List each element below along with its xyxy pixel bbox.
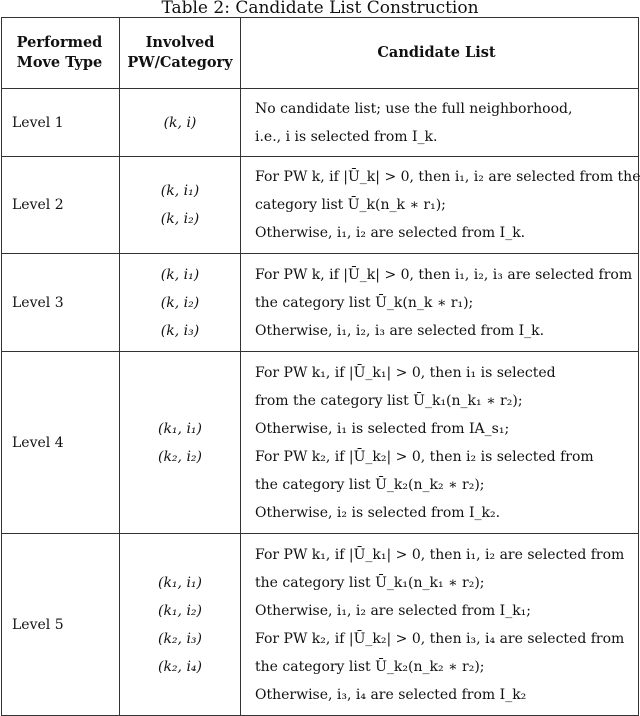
candidate-line: the category list Ū_k₂(n_k₂ ∗ r₂); bbox=[255, 658, 485, 675]
candidate-cell bbox=[241, 157, 639, 254]
involved-pair: (k, i₃) bbox=[160, 322, 200, 339]
table-row bbox=[2, 254, 639, 352]
involved-pair: (k, i₂) bbox=[160, 211, 200, 227]
table-caption: Table 2: Candidate List Construction bbox=[161, 0, 479, 18]
involved-pair: (k, i) bbox=[163, 114, 197, 131]
involved-pair: (k₁, i₁) bbox=[157, 574, 202, 591]
candidate-line: Otherwise, i₃, i₄ are selected from I_k₂ bbox=[255, 686, 527, 703]
involved-pair: (k₂, i₂) bbox=[157, 448, 202, 465]
table-row bbox=[2, 89, 639, 157]
header-involved bbox=[120, 18, 241, 89]
candidate-line: For PW k₁, if |Ū_k₁| > 0, then i₁ is selected bbox=[255, 364, 556, 381]
involved-cell bbox=[120, 157, 241, 254]
candidate-line: Otherwise, i₁, i₂, i₃ are selected from I_k. bbox=[255, 322, 545, 339]
candidate-line: For PW k, if |Ū_k| > 0, then i₁, i₂ are selected from the bbox=[255, 169, 640, 185]
candidate-line: i.e., i is selected from I_k. bbox=[255, 128, 438, 145]
table-row bbox=[2, 534, 639, 716]
involved-cell bbox=[120, 534, 241, 716]
involved-pair: (k₁, i₁) bbox=[157, 420, 202, 437]
header-involved-line: PW/Category bbox=[127, 54, 233, 71]
candidate-line: No candidate list; use the full neighborhood, bbox=[255, 100, 573, 117]
candidate-list-table bbox=[1, 17, 639, 716]
level-cell: Level 1 bbox=[2, 89, 120, 157]
candidate-line: Otherwise, i₁ is selected from IA_s₁; bbox=[255, 420, 510, 437]
level-cell: Level 4 bbox=[2, 352, 120, 534]
involved-cell bbox=[120, 254, 241, 352]
level-cell: Level 2 bbox=[2, 157, 120, 254]
involved-cell bbox=[120, 89, 241, 157]
candidate-line: For PW k, if |Ū_k| > 0, then i₁, i₂, i₃ are selected from bbox=[255, 266, 633, 283]
involved-pair: (k, i₁) bbox=[160, 183, 200, 199]
candidate-line: the category list Ū_k(n_k ∗ r₁); bbox=[255, 294, 474, 311]
level-cell: Level 5 bbox=[2, 534, 120, 716]
header-move-type bbox=[2, 18, 120, 89]
header-involved-line: Involved bbox=[145, 34, 215, 51]
involved-pair: (k, i₁) bbox=[160, 266, 200, 283]
candidate-cell bbox=[241, 254, 639, 352]
candidate-line: from the category list Ū_k₁(n_k₁ ∗ r₂); bbox=[255, 392, 523, 409]
level-cell: Level 3 bbox=[2, 254, 120, 352]
candidate-line: Otherwise, i₁, i₂ are selected from I_k₁; bbox=[255, 602, 532, 619]
candidate-line: Otherwise, i₁, i₂ are selected from I_k. bbox=[255, 225, 526, 241]
candidate-line: category list Ū_k(n_k ∗ r₁); bbox=[255, 197, 446, 213]
header-move-type-line: Performed bbox=[16, 34, 103, 51]
header-candidate-list: Candidate List bbox=[241, 18, 639, 89]
candidate-line: For PW k₂, if |Ū_k₂| > 0, then i₂ is selected from bbox=[255, 448, 594, 465]
candidate-line: For PW k₁, if |Ū_k₁| > 0, then i₁, i₂ are selected from bbox=[255, 546, 625, 563]
involved-pair: (k₂, i₃) bbox=[157, 630, 202, 647]
involved-pair: (k, i₂) bbox=[160, 294, 200, 311]
candidate-line: the category list Ū_k₁(n_k₁ ∗ r₂); bbox=[255, 574, 485, 591]
involved-pair: (k₁, i₂) bbox=[157, 602, 202, 619]
table-row bbox=[2, 157, 639, 254]
candidate-line: For PW k₂, if |Ū_k₂| > 0, then i₃, i₄ are selected from bbox=[255, 630, 625, 647]
candidate-line: Otherwise, i₂ is selected from I_k₂. bbox=[255, 504, 501, 521]
table-row bbox=[2, 352, 639, 534]
header-move-type-line: Move Type bbox=[16, 54, 103, 71]
candidate-cell bbox=[241, 534, 639, 716]
candidate-cell bbox=[241, 89, 639, 157]
candidate-cell bbox=[241, 352, 639, 534]
candidate-line: the category list Ū_k₂(n_k₂ ∗ r₂); bbox=[255, 476, 485, 493]
involved-cell bbox=[120, 352, 241, 534]
table-header-row bbox=[2, 18, 639, 89]
involved-pair: (k₂, i₄) bbox=[157, 658, 202, 675]
